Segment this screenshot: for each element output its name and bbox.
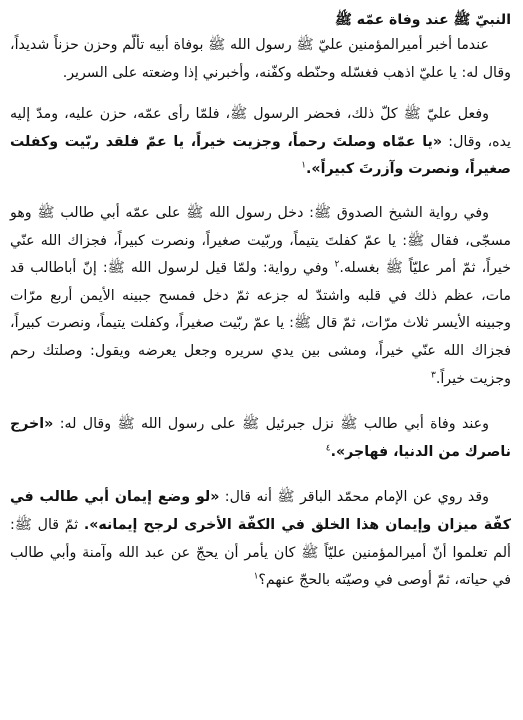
- paragraph-2: [10, 101, 511, 184]
- paragraph-4: [10, 411, 511, 466]
- paragraph-5-mid: ثمّ قال ﷺ: ألم تعلموا أنّ أميرالمؤمنين عليّاً ﷺ كان يأمر أن يحجّ عن عبد الله وآمنة وأبي طالب في حياته، ثمّ أوصى في وصيّته بالحجّ عنهم؟: [10, 516, 511, 589]
- paragraph-5-quote: «لو وضع إيمان أبي طالب في كفّة ميزان وإيمان هذا الخلق في الكفّة الأخرى لرجح إيمانه».: [10, 489, 511, 533]
- footnote-ref-3: ٣: [430, 369, 436, 380]
- footnote-ref-4: ٤: [325, 442, 331, 453]
- paragraph-3-part2: وفي رواية: ولمّا قيل لرسول الله ﷺ: إنّ أباطالب قد مات، عظم ذلك في قلبه واشتدّ له جزعه ثمّ دخل فمسح جبينه الأيمن أربع مرّات وجبينه الأيسر ثلاث مرّات، ثمّ قال ﷺ: يا عمّ ربّيت صغيراً، وكفلت يتيماً، ونصرت كبيراً، فجزاك الله عنّي خيراً، ومشى بين يدي سريره وجعل يعرضه ويقول: وصلتك رحم وجزيت خيراً.: [10, 260, 511, 387]
- paragraph-2-lead: وفعل عليّ ﷺ كلّ ذلك، فحضر الرسول ﷺ، فلمّا رأى عمّه، حزن عليه، ومدّ إليه يده، وقال:: [10, 106, 511, 150]
- footnote-ref-2: ٢: [334, 259, 340, 270]
- paragraph-4-quote: «اخرج ناصرك من الدنيا، فهاجر».: [10, 416, 511, 460]
- paragraph-3: [10, 200, 511, 393]
- paragraph-3-part1: وفي رواية الشيخ الصدوق ﷺ: دخل رسول الله ﷺ على عمّه أبي طالب ﷺ وهو مسجّى، فقال ﷺ: يا عمّ كفلتَ يتيماً، وربّيت صغيراً، ونصرت كبيراً، فجزاك الله عنّي خيراً، ثمّ أمر عليّاً ﷺ بغسله.: [10, 204, 511, 277]
- paragraph-1-text: عندما أخبر أميرالمؤمنين عليّ ﷺ رسول الله ﷺ بوفاة أبيه تألّم وحزن حزناً شديداً، وقال له: يا عليّ اذهب فغسّله وحنّطه وكفّنه، وأخبرني إذا وضعته على السرير.: [10, 37, 511, 81]
- footnote-ref-5: ١: [253, 571, 259, 582]
- paragraph-5: [10, 484, 511, 594]
- footnote-ref-1: ١: [301, 160, 307, 171]
- paragraph-4-lead: وعند وفاة أبي طالب ﷺ نزل جبرئيل ﷺ على رسول الله ﷺ وقال له:: [53, 416, 489, 433]
- paragraph-2-quote: «يا عمّاه وصلتَ رحماً، وجزيت خيراً، يا عمّ فلقد ربّيت وكفلت صغيراً، ونصرت وآزرتَ كبيراً».: [10, 133, 511, 178]
- paragraph-1: [10, 32, 511, 87]
- paragraph-5-lead: وقد روي عن الإمام محمّد الباقر ﷺ أنه قال:: [219, 489, 489, 506]
- section-heading: النبيّ ﷺ عند وفاة عمّه ﷺ: [334, 12, 511, 28]
